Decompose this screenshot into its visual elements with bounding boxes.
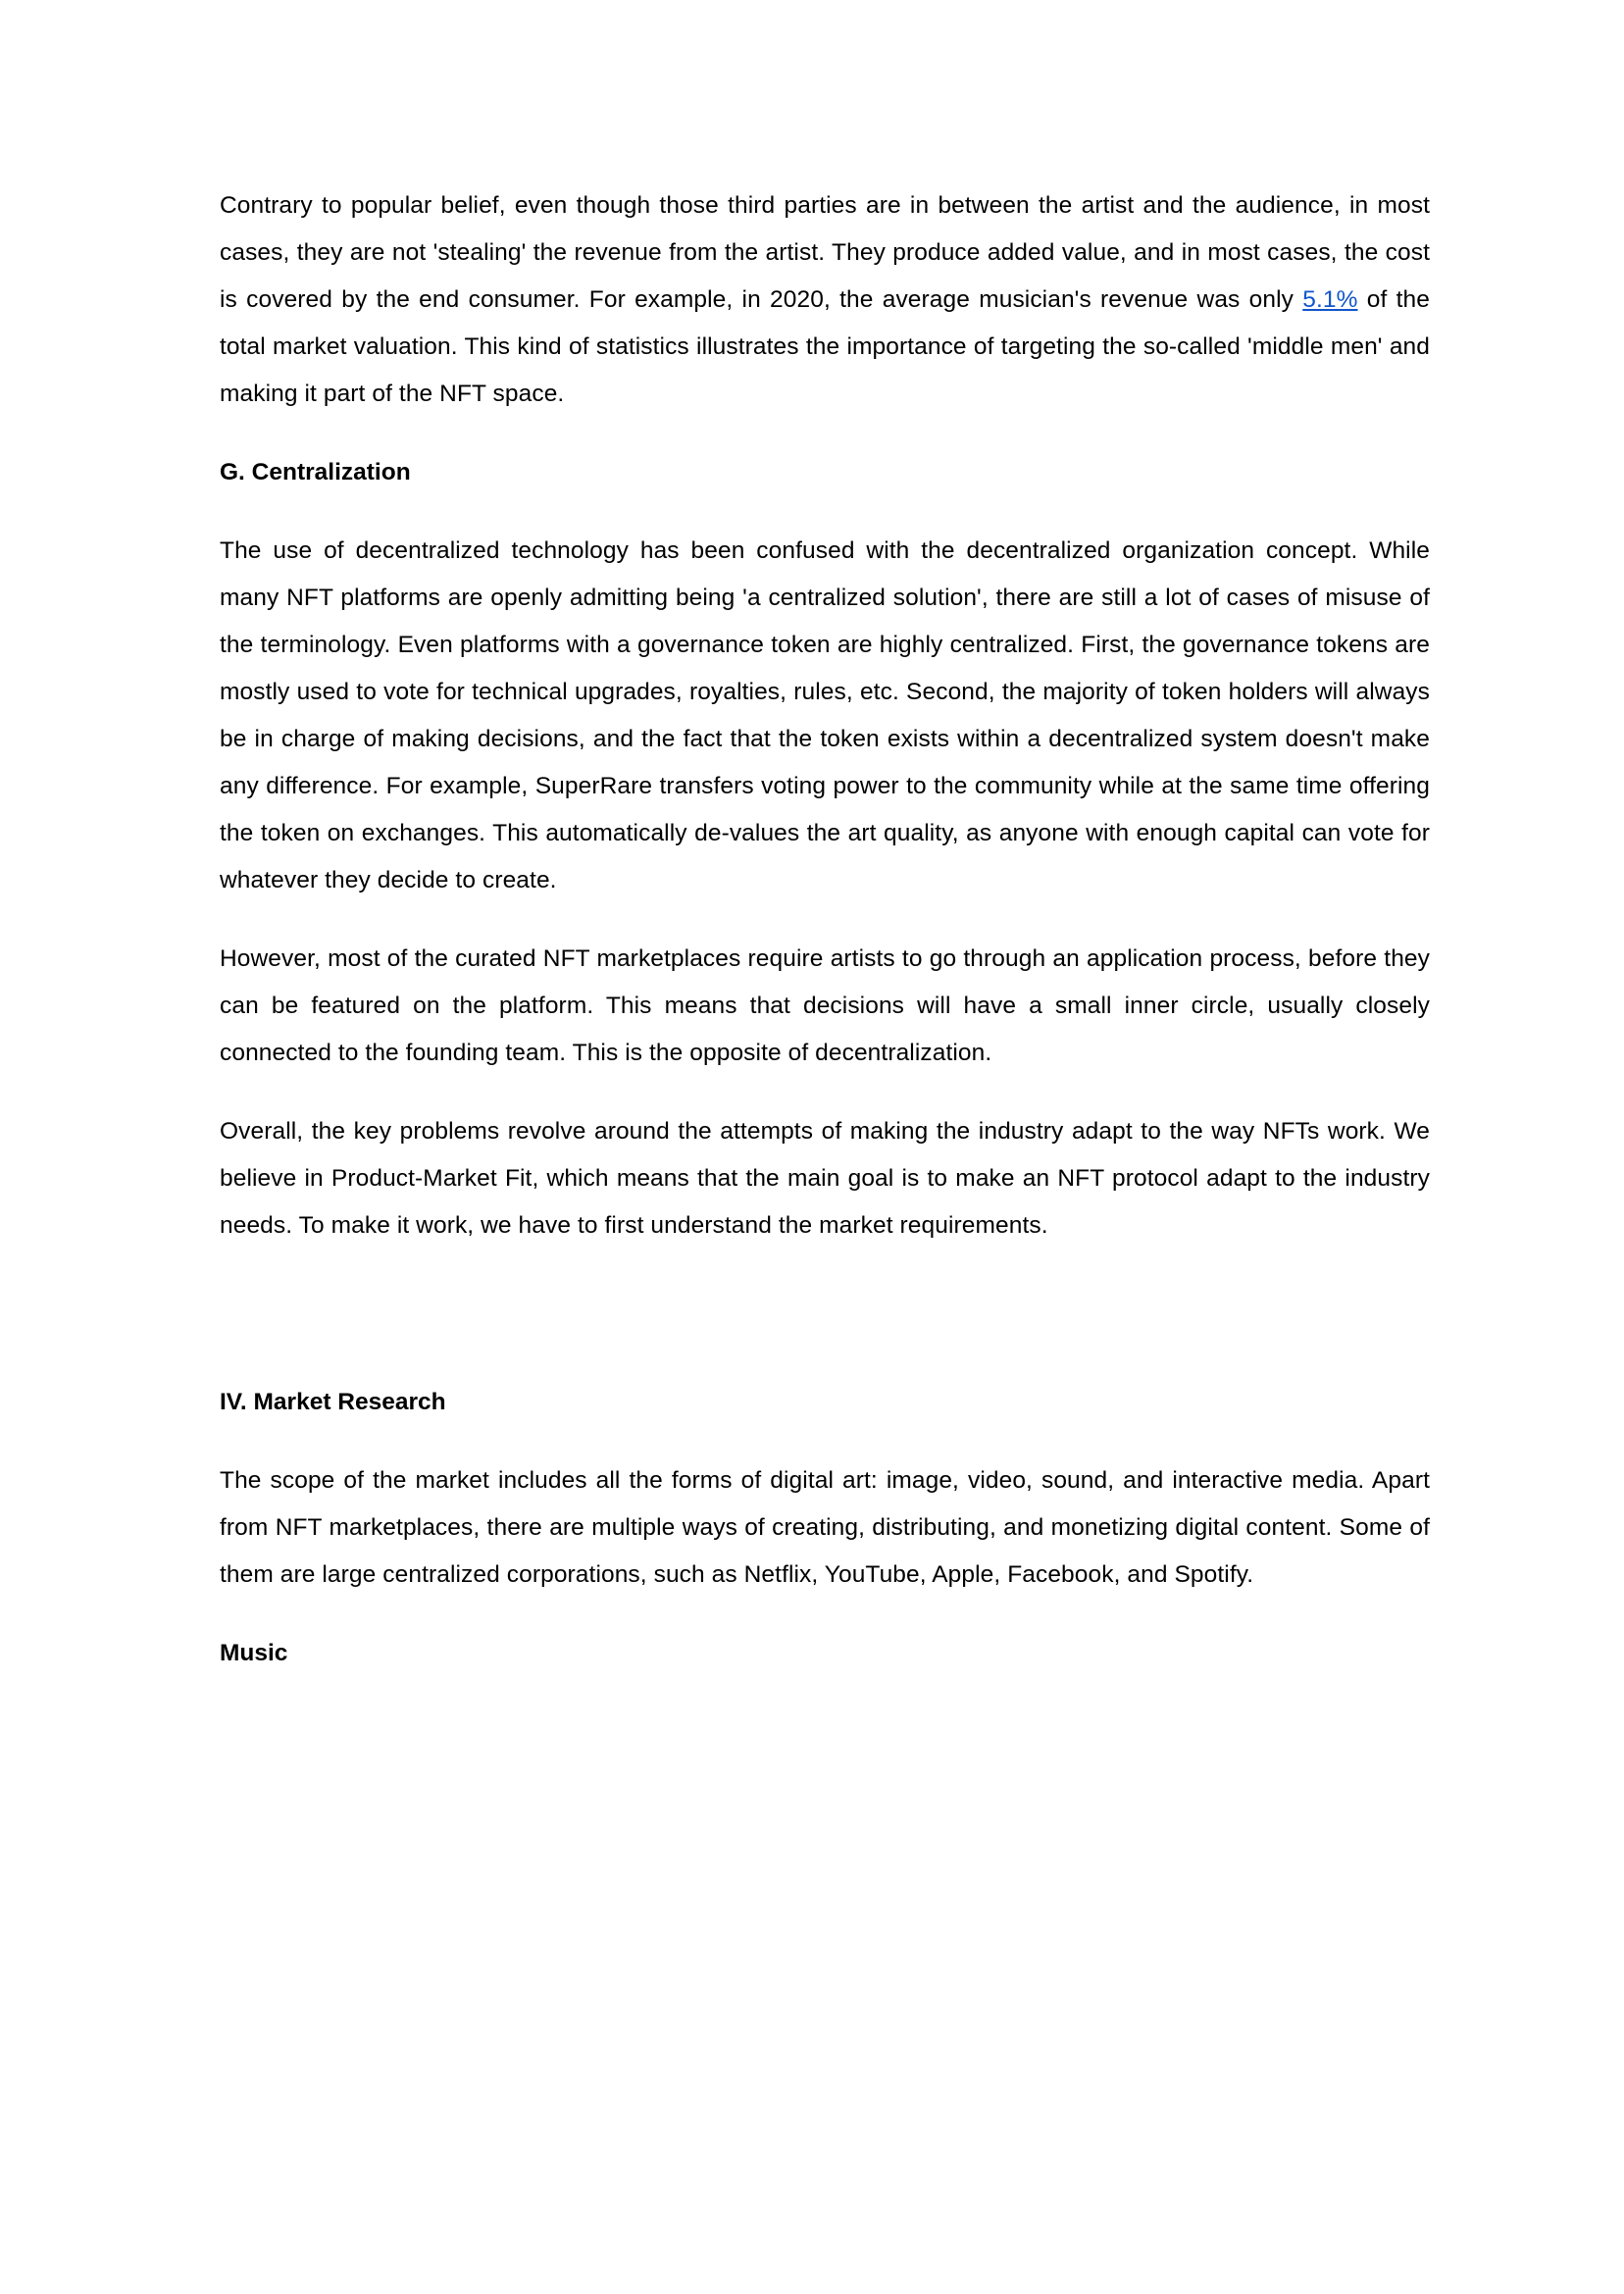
paragraph-contrary-to-popular-belief [220, 182, 1430, 418]
document-content-column [220, 182, 1430, 1708]
paragraph-overall-key-problems: Overall, the key problems revolve around the attempts of making the industry adapt to the way NFTs work. We believe in Product-Market Fit, which means that the main goal is to make an NFT protocol adapt to the industry needs. To make it work, we have to first understand the market requirements. [220, 1118, 1430, 1239]
paragraph-market-scope: The scope of the market includes all the forms of digital art: image, video, sound, and interactive media. Apart from NFT marketplaces, there are multiple ways of creating, distributing, and monetizing digital content. Some of them are large centralized corporations, such as Netflix, YouTube, Apple, Facebook, and Spotify. [220, 1467, 1430, 1588]
statistic-hyperlink[interactable]: 5.1% [1302, 286, 1358, 313]
heading-iv-market-research: IV. Market Research [220, 1389, 446, 1415]
section-spacer [220, 1281, 1430, 1379]
paragraph-decentralized-technology: The use of decentralized technology has been confused with the decentralized organization concept. While many NFT platforms are openly admitting being 'a centralized solution', there are still a lot of cases of misuse of the terminology. Even platforms with a governance token are highly centralized. First, the governance tokens are mostly used to vote for technical upgrades, royalties, rules, etc. Second, the majority of token holders will always be in charge of making decisions, and the fact that the token exists within a decentralized system doesn't make any difference. For example, SuperRare transfers voting power to the community while at the same time offering the token on exchanges. This automatically de-values the art quality, as anyone with enough capital can vote for whatever they decide to create. [220, 537, 1430, 893]
paragraph-text-after-link: of the total market valuation. This kind of statistics illustrates the importance of targeting the so-called 'middle men' and making it part of the NFT space. [220, 286, 1430, 407]
heading-music: Music [220, 1640, 288, 1666]
paragraph-text-before-link: Contrary to popular belief, even though those third parties are in between the artist and the audience, in most cases, they are not 'stealing' the revenue from the artist. They produce added value, and in most cases, the cost is covered by the end consumer. For example, in 2020, the average musician's revenue was only [220, 192, 1430, 313]
paragraph-curated-marketplaces: However, most of the curated NFT marketplaces require artists to go through an application process, before they can be featured on the platform. This means that decisions will have a small inner circle, usually closely connected to the founding team. This is the opposite of decentralization. [220, 945, 1430, 1066]
heading-g-centralization: G. Centralization [220, 459, 411, 485]
